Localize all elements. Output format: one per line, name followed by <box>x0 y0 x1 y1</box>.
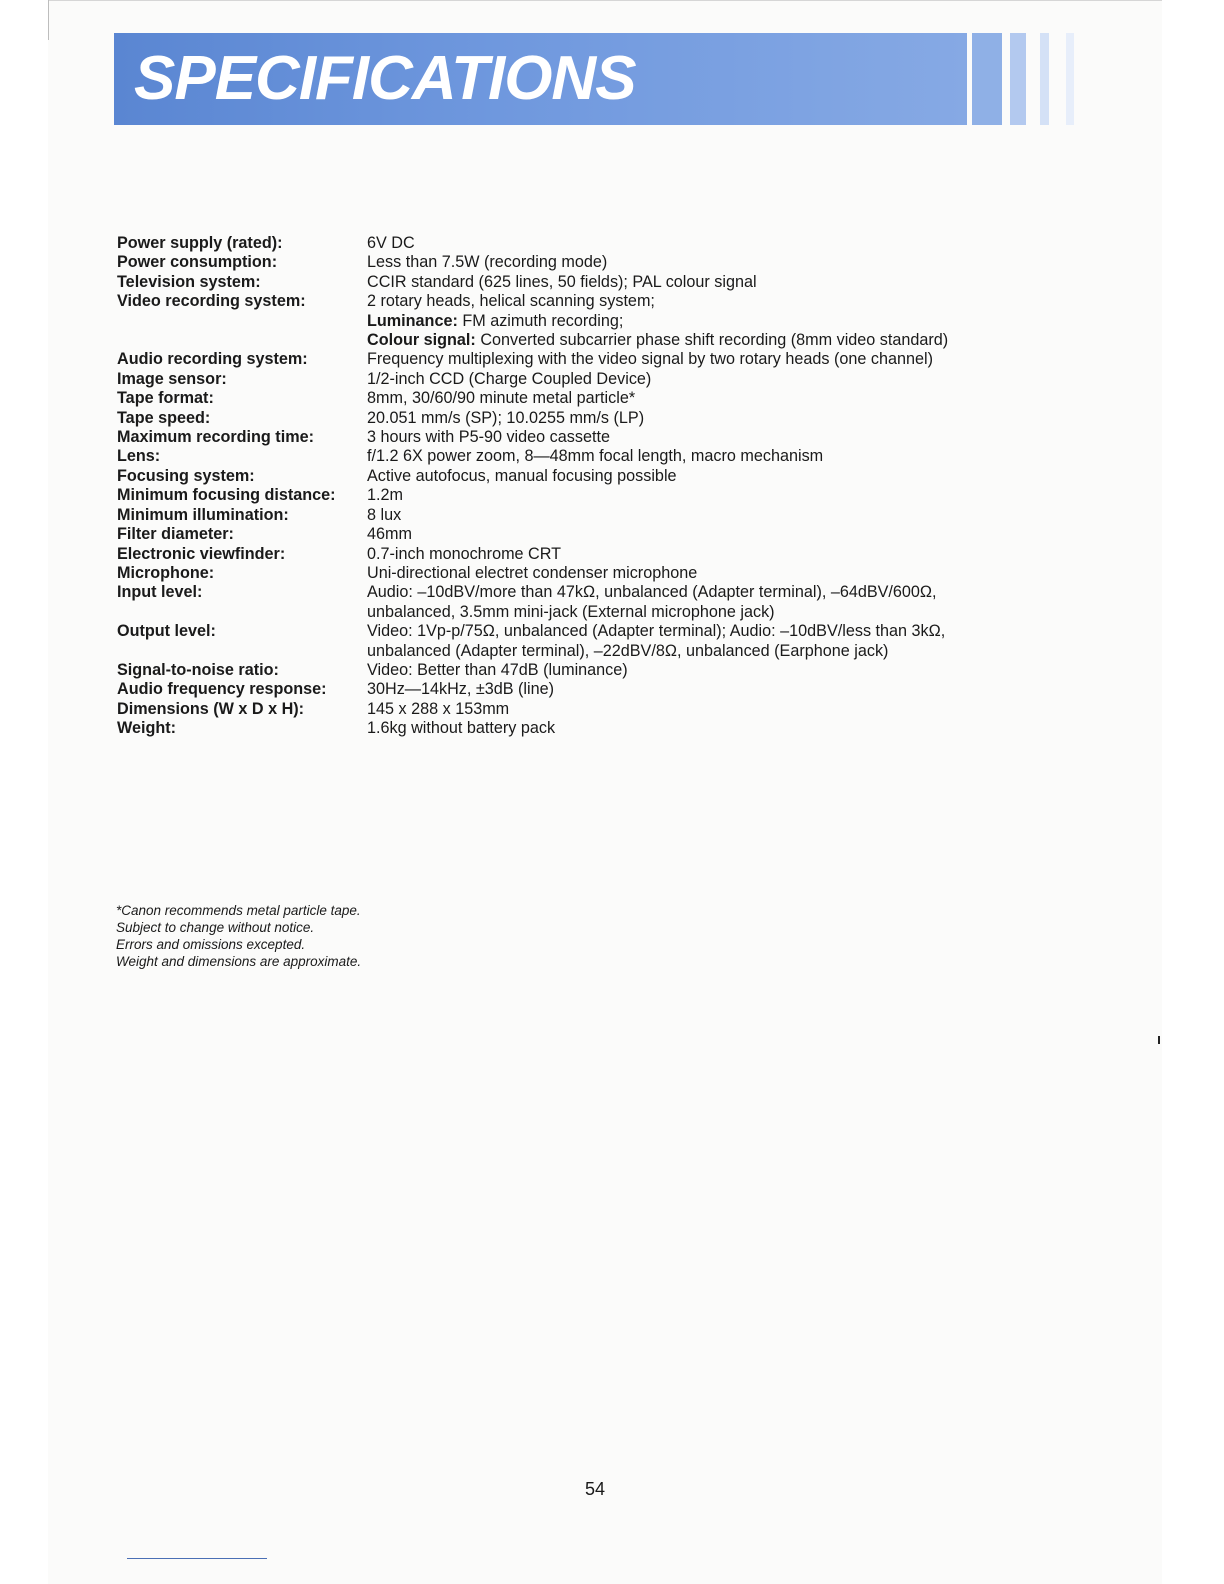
spec-subvalue: FM azimuth recording; <box>457 311 624 330</box>
spec-label: Image sensor: <box>117 369 227 388</box>
spec-value: unbalanced, 3.5mm mini-jack (External microphone jack) <box>367 602 775 621</box>
spec-row <box>117 700 1067 719</box>
spec-row <box>117 389 1067 408</box>
spec-row <box>117 253 1067 272</box>
specifications-table <box>117 234 1067 739</box>
spec-value: Video: Better than 47dB (luminance) <box>367 660 628 679</box>
spec-value <box>367 312 1067 331</box>
spec-value: 46mm <box>367 525 412 544</box>
spec-label: Minimum focusing distance: <box>117 486 336 505</box>
spec-row <box>117 467 1067 486</box>
spec-value <box>367 331 1067 350</box>
spec-value: 8 lux <box>367 505 402 524</box>
spec-row <box>117 661 1067 680</box>
spec-row <box>117 428 1067 447</box>
spec-value: unbalanced (Adapter terminal), –22dBV/8Ω, unbalanced (Earphone jack) <box>367 641 889 660</box>
footnote: Subject to change without notice. <box>116 920 315 935</box>
footnote: *Canon recommends metal particle tape. <box>116 903 361 918</box>
page-number: 54 <box>585 1479 606 1499</box>
scan-edge-left <box>48 0 49 40</box>
spec-label: Audio recording system: <box>117 350 308 369</box>
spec-row <box>117 622 1067 661</box>
spec-value: 0.7-inch monochrome CRT <box>367 544 562 563</box>
spec-row <box>117 234 1067 253</box>
title-banner <box>114 33 967 125</box>
spec-value: 145 x 288 x 153mm <box>367 699 510 718</box>
banner-stripe <box>1066 33 1074 125</box>
spec-label: Weight: <box>117 719 177 738</box>
footnote: Errors and omissions excepted. <box>116 937 306 952</box>
spec-row <box>117 292 1067 350</box>
spec-value: 30Hz—14kHz, ±3dB (line) <box>367 680 555 699</box>
spec-label: Filter diameter: <box>117 525 234 544</box>
banner-stripe <box>1010 33 1026 125</box>
spec-value: f/1.2 6X power zoom, 8—48mm focal length, macro mechanism <box>367 447 824 466</box>
spec-row <box>117 564 1067 583</box>
spec-label: Signal-to-noise ratio: <box>117 660 279 679</box>
spec-label: Audio frequency response: <box>117 680 327 699</box>
spec-label: Minimum illumination: <box>117 505 289 524</box>
spec-row <box>117 506 1067 525</box>
spec-value: Frequency multiplexing with the video signal by two rotary heads (one channel) <box>367 350 933 369</box>
spec-value: 6V DC <box>367 234 415 252</box>
spec-value: Audio: –10dBV/more than 47kΩ, unbalanced (Adapter terminal), –64dBV/600Ω, <box>367 583 937 602</box>
spec-label: Power supply (rated): <box>117 234 283 252</box>
spec-label: Maximum recording time: <box>117 428 314 447</box>
spec-row <box>117 350 1067 369</box>
spec-label: Dimensions (W x D x H): <box>117 699 305 718</box>
spec-row <box>117 719 1067 738</box>
spec-label: Focusing system: <box>117 466 255 485</box>
spec-row <box>117 273 1067 292</box>
banner-stripe <box>1040 33 1049 125</box>
spec-subvalue: Converted subcarrier phase shift recording (8mm video standard) <box>475 331 949 350</box>
spec-sublabel: Luminance: <box>367 311 458 330</box>
spec-row <box>117 447 1067 466</box>
footnotes <box>116 902 361 970</box>
spec-label: Microphone: <box>117 563 215 582</box>
spec-value: Less than 7.5W (recording mode) <box>367 253 608 272</box>
spec-label: Power consumption: <box>117 253 278 272</box>
spec-row <box>117 583 1067 622</box>
spec-row <box>117 486 1067 505</box>
scan-edge-top <box>48 0 1162 1</box>
spec-row <box>117 370 1067 389</box>
spec-value: 3 hours with P5-90 video cassette <box>367 428 610 447</box>
spec-label: Tape speed: <box>117 408 211 427</box>
scan-line <box>127 1558 267 1559</box>
page-title: SPECIFICATIONS <box>134 44 636 113</box>
spec-label: Electronic viewfinder: <box>117 544 286 563</box>
spec-value: 1/2-inch CCD (Charge Coupled Device) <box>367 369 652 388</box>
spec-row <box>117 545 1067 564</box>
banner-stripe <box>972 33 1002 125</box>
spec-row <box>117 680 1067 699</box>
scan-speck <box>1158 1036 1160 1044</box>
spec-row <box>117 525 1067 544</box>
spec-value: 1.2m <box>367 486 403 505</box>
spec-label: Input level: <box>117 583 203 602</box>
spec-value: Video: 1Vp-p/75Ω, unbalanced (Adapter terminal); Audio: –10dBV/less than 3kΩ, <box>367 622 946 641</box>
spec-row <box>117 409 1067 428</box>
spec-label: Output level: <box>117 622 216 641</box>
spec-value: 2 rotary heads, helical scanning system; <box>367 292 655 311</box>
spec-label: Lens: <box>117 447 161 466</box>
spec-value: 8mm, 30/60/90 minute metal particle* <box>367 389 636 408</box>
spec-label: Video recording system: <box>117 292 306 311</box>
spec-value: Uni-directional electret condenser microphone <box>367 563 698 582</box>
spec-label: Tape format: <box>117 389 214 408</box>
spec-value: 1.6kg without battery pack <box>367 719 556 738</box>
spec-value: CCIR standard (625 lines, 50 fields); PAL colour signal <box>367 272 757 291</box>
spec-value: 20.051 mm/s (SP); 10.0255 mm/s (LP) <box>367 408 645 427</box>
spec-sublabel: Colour signal: <box>367 331 476 350</box>
spec-label: Television system: <box>117 272 261 291</box>
spec-value: Active autofocus, manual focusing possible <box>367 466 677 485</box>
footnote: Weight and dimensions are approximate. <box>116 954 362 969</box>
